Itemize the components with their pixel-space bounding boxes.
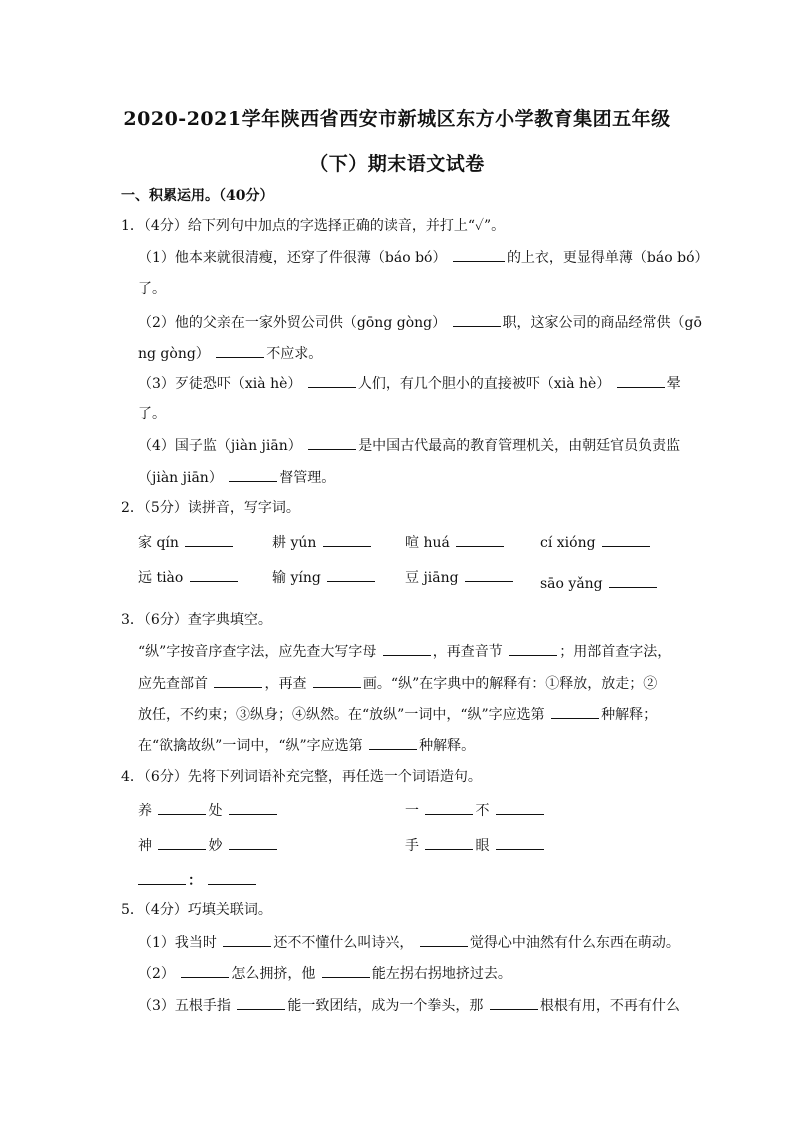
q1-s4-part-b: 是中国古代最高的教育管理机关，由朝廷官员负责监 [358,438,681,454]
answer-blank[interactable] [208,870,256,885]
q1-sentence4-cont [138,467,335,488]
section-heading: 一、积累运用。（40分） [121,188,274,204]
q1-s1-part-a: （1）他本来就很清瘦，还穿了件很薄（báo bó） [138,250,447,266]
answer-blank[interactable] [453,247,505,262]
q4-sentence-line: ： [136,870,258,891]
answer-blank[interactable] [323,532,371,547]
q1-s3-part-a: （3）歹徒恐吓（xià hè） [138,376,302,392]
answer-blank[interactable] [158,800,206,815]
answer-blank[interactable] [496,835,544,850]
q1-sentence4 [138,435,680,456]
q4-idiom-2: 一 不 [405,800,546,821]
q1-s3-part-d: 了。 [138,406,166,422]
q1-s4-part-d: 督管理。 [279,470,336,486]
q2-item: cí xióng [540,532,652,553]
q1-s2-part-c: ng gòng） [138,346,210,362]
q2-item: 喧 huá [405,532,506,553]
answer-blank[interactable] [313,673,361,688]
answer-blank[interactable] [223,932,271,947]
q2-item: 耕 yún [272,532,373,553]
q4-idiom-3: 神 妙 [138,835,279,856]
q1-s2-part-b: 职，这家公司的商品经常供（gō [502,315,702,331]
q1-s3-part-b: 人们，有几个胆小的直接被吓（xià hè） [357,376,611,392]
q5-sentence3: （3）五根手指 能一致团结，成为一个拳头，那 根根有用，不再有什么 [138,995,680,1016]
answer-blank[interactable] [602,532,650,547]
answer-blank[interactable] [308,373,356,388]
answer-blank[interactable] [237,995,285,1010]
q1-sentence2 [138,312,702,333]
answer-blank[interactable] [609,573,657,588]
answer-blank[interactable] [383,641,431,656]
q1-s4-part-a: （4）国子监（jiàn jiān） [138,438,302,454]
answer-blank[interactable] [551,704,599,719]
q4-idiom-4: 手 眼 [405,835,546,856]
q2-item: 远 tiào [138,567,240,588]
answer-blank[interactable] [138,870,186,885]
q3-line3: 放任，不约束；③纵身；④纵然。在“放纵”一词中，“纵”字应选第 种解释； [138,704,657,725]
answer-blank[interactable] [327,567,375,582]
answer-blank[interactable] [509,641,557,656]
q2-item: 豆 jiāng [405,567,515,588]
answer-blank[interactable] [214,673,262,688]
q2-stem: 2．（5分）读拼音，写字词。 [121,500,300,516]
answer-blank[interactable] [308,435,356,450]
answer-blank[interactable] [420,932,468,947]
q5-sentence2: （2） 怎么拥挤，他 能左拐右拐地挤过去。 [138,963,512,984]
q5-sentence1: （1）我当时 还不不懂什么叫诗兴， 觉得心中油然有什么东西在萌动。 [138,932,680,953]
answer-blank[interactable] [229,467,277,482]
answer-blank[interactable] [425,835,473,850]
q1-sentence1 [138,247,709,268]
q1-s1-part-b: 的上衣，更显得单薄（báo bó） [506,250,709,266]
q1-s1-part-c: 了。 [138,281,166,297]
q3-stem: 3．（6分）查字典填空。 [121,612,272,628]
q3-line2: 应先查部首 ，再查 画。“纵”在字典中的解释有：①释放，放走；② [138,673,657,694]
q1-s3-part-c: 晕 [666,376,681,392]
answer-blank[interactable] [369,735,417,750]
exam-title-line1: 2020-2021学年陕西省西安市新城区东方小学教育集团五年级 [123,108,671,130]
q1-sentence2-cont [138,343,322,364]
q1-s2-part-a: （2）他的父亲在一家外贸公司供（gōng gòng） [138,315,447,331]
answer-blank[interactable] [185,532,233,547]
answer-blank[interactable] [456,532,504,547]
answer-blank[interactable] [465,567,513,582]
q4-idiom-1: 养 处 [138,800,279,821]
q1-s2-part-d: 不应求。 [266,346,323,362]
q2-item: 输 yíng [272,567,377,588]
q3-line1: “纵”字按音序查字法，应先查大写字母 ，再查音节 ；用部首查字法， [138,641,671,662]
q5-stem: 5．（4分）巧填关联词。 [121,902,272,918]
exam-title-line2: （下）期末语文试卷 [309,153,485,175]
answer-blank[interactable] [216,343,264,358]
answer-blank[interactable] [322,963,370,978]
answer-blank[interactable] [158,835,206,850]
answer-blank[interactable] [617,373,665,388]
q3-line4: 在“欲擒故纵”一词中，“纵”字应选第 种解释。 [138,735,475,756]
answer-blank[interactable] [181,963,229,978]
answer-blank[interactable] [496,800,544,815]
answer-blank[interactable] [453,312,501,327]
q2-item: 家 qín [138,532,235,553]
answer-blank[interactable] [490,995,538,1010]
answer-blank[interactable] [190,567,238,582]
answer-blank[interactable] [229,800,277,815]
answer-blank[interactable] [425,800,473,815]
q1-s4-part-c: （jiàn jiān） [138,470,223,486]
q2-item: sāo yǎng [540,573,659,594]
answer-blank[interactable] [229,835,277,850]
q1-stem: 1．（4分）给下列句中加点的字选择正确的读音，并打上“✓”。 [121,218,506,234]
q1-sentence3 [138,373,681,394]
q4-stem: 4．（6分）先将下列词语补充完整，再任选一个词语造句。 [121,769,482,785]
